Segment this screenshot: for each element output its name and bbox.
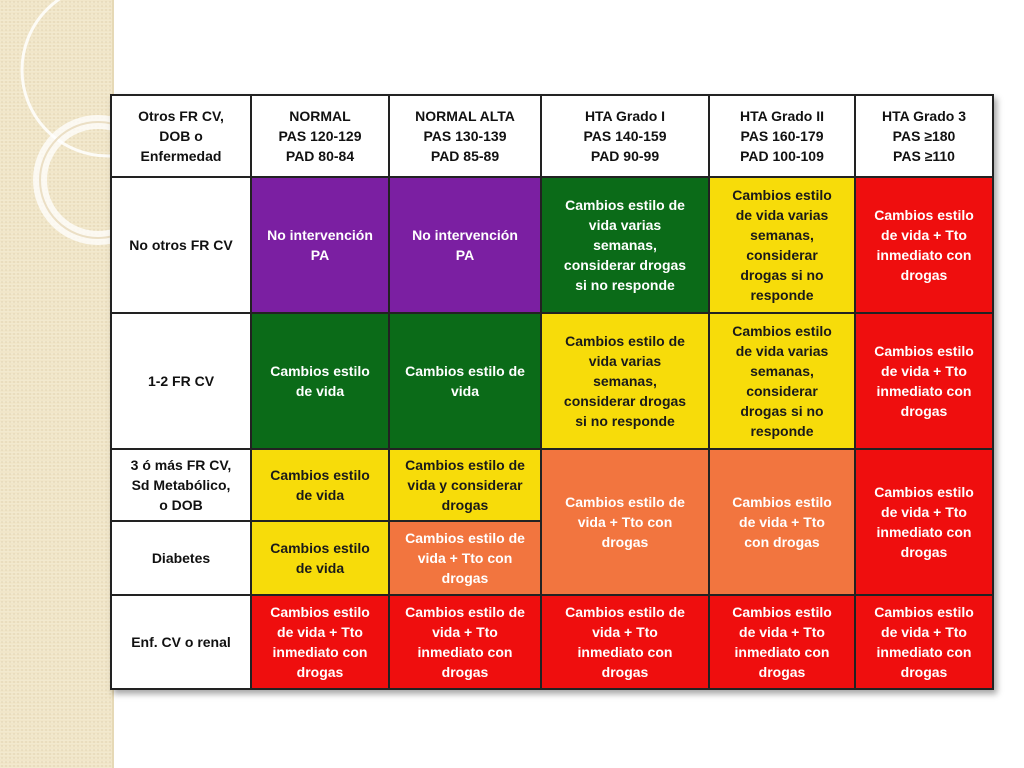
table-cell: Cambios estilo de vida + Tto inmediato con drogas — [389, 595, 541, 689]
row-enf-cv-o-renal — [111, 595, 993, 689]
header-row — [111, 95, 993, 177]
table-cell: No intervención PA — [389, 177, 541, 313]
table-cell: Cambios estilo de vida + Tto inmediato con drogas — [709, 595, 855, 689]
header-hta-grado-1: HTA Grado I PAS 140-159 PAD 90-99 — [541, 95, 709, 177]
table-cell: Cambios estilo de vida + Tto con drogas — [389, 521, 541, 595]
header-corner: Otros FR CV, DOB o Enfermedad — [111, 95, 251, 177]
table-cell: Cambios estilo de vida varias semanas, considerar drogas si no responde — [709, 177, 855, 313]
decorative-circles — [0, 0, 112, 768]
table-cell: Cambios estilo de vida — [251, 521, 389, 595]
table-cell: No intervención PA — [251, 177, 389, 313]
header-hta-grado-3: HTA Grado 3 PAS ≥180 PAS ≥110 — [855, 95, 993, 177]
hypertension-risk-table — [110, 94, 994, 690]
header-normal-alta: NORMAL ALTA PAS 130-139 PAD 85-89 — [389, 95, 541, 177]
table-cell: Cambios estilo de vida + Tto inmediato con drogas — [855, 595, 993, 689]
row-3-o-mas-fr-cv — [111, 449, 993, 521]
row-label: 1-2 FR CV — [111, 313, 251, 449]
table-cell: Cambios estilo de vida + Tto inmediato con drogas — [855, 313, 993, 449]
row-no-otros-fr-cv — [111, 177, 993, 313]
table-cell: Cambios estilo de vida + Tto inmediato con drogas — [251, 595, 389, 689]
table-cell: Cambios estilo de vida + Tto con drogas — [541, 449, 709, 595]
table-cell: Cambios estilo de vida — [251, 313, 389, 449]
row-label: 3 ó más FR CV, Sd Metabólico, o DOB — [111, 449, 251, 521]
decorative-side-panel — [0, 0, 114, 768]
header-hta-grado-2: HTA Grado II PAS 160-179 PAD 100-109 — [709, 95, 855, 177]
table-cell: Cambios estilo de vida — [389, 313, 541, 449]
row-label: Enf. CV o renal — [111, 595, 251, 689]
table-cell: Cambios estilo de vida y considerar drogas — [389, 449, 541, 521]
row-1-2-fr-cv — [111, 313, 993, 449]
table-cell: Cambios estilo de vida + Tto inmediato con drogas — [855, 449, 993, 595]
header-normal: NORMAL PAS 120-129 PAD 80-84 — [251, 95, 389, 177]
row-label: Diabetes — [111, 521, 251, 595]
table-cell: Cambios estilo de vida + Tto inmediato con drogas — [541, 595, 709, 689]
table-cell: Cambios estilo de vida varias semanas, considerar drogas si no responde — [709, 313, 855, 449]
row-label: No otros FR CV — [111, 177, 251, 313]
table-cell: Cambios estilo de vida varias semanas, considerar drogas si no responde — [541, 177, 709, 313]
table-cell: Cambios estilo de vida + Tto inmediato con drogas — [855, 177, 993, 313]
table-cell: Cambios estilo de vida varias semanas, considerar drogas si no responde — [541, 313, 709, 449]
table-cell: Cambios estilo de vida + Tto con drogas — [709, 449, 855, 595]
table-cell: Cambios estilo de vida — [251, 449, 389, 521]
